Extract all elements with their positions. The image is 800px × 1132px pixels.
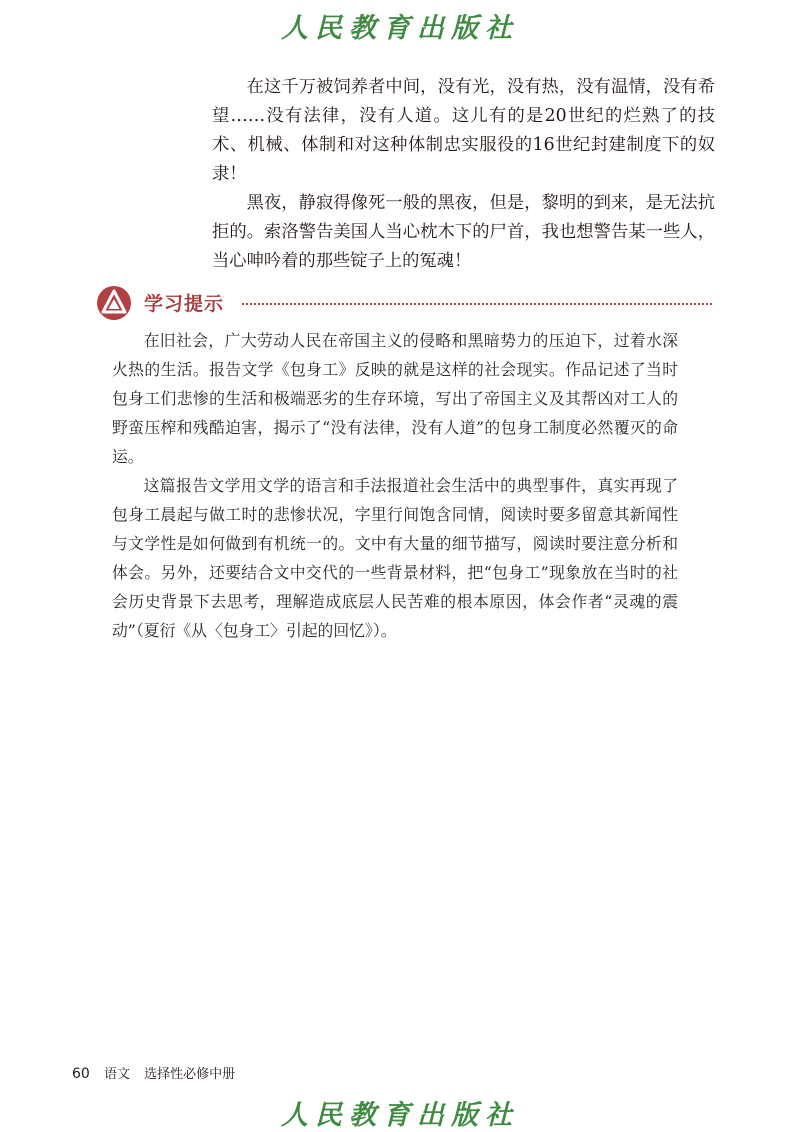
publisher-logo-bottom: 人民教育出版社 [281,1100,519,1131]
dotted-divider [242,303,712,305]
triangle-emblem-icon [96,285,132,321]
study-tips-header [96,285,712,321]
footer-book: 选择性必修中册 [144,1067,236,1082]
publisher-logo-top: 人民教育出版社 [281,13,519,44]
study-tips-text [112,326,678,645]
study-tips-title: 学习提示 [144,293,225,315]
main-paragraph: 黑夜，静寂得像死一般的黑夜，但是，黎明的到来，是无法抗拒的。索洛警告美国人当心枕木下的尸首，我也想警告某一些人，当心呻吟着的那些锭子上的冤魂！ [212,193,715,271]
tips-paragraph: 这篇报告文学用文学的语言和手法报道社会生活中的典型事件，真实再现了包身工晨起与做工时的悲惨状况，字里行间饱含同情，阅读时要多留意其新闻性与文学性是如何做到有机统一的。文中有大量的细节描写，阅读时要注意分析和体会。另外，还要结合文中交代的一些背景材料，把“包身工”现象放在当时的社会历史背景下去思考，理解造成底层人民苦难的根本原因，体会作者“灵魂的震动”（夏衍《从〈包身工〉引起的回忆》）。 [112,476,678,640]
page-number: 60 [72,1066,90,1082]
footer-subject: 语文 [103,1067,130,1082]
main-paragraph: 在这千万被饲养者中间，没有光，没有热，没有温情，没有希望……没有法律，没有人道。这儿有的是20世纪的烂熟了的技术、机械、体制和对这种体制忠实服役的16世纪封建制度下的奴隶！ [212,77,715,184]
main-text [212,73,715,276]
page-footer [72,1063,235,1082]
tips-paragraph: 在旧社会，广大劳动人民在帝国主义的侵略和黑暗势力的压迫下，过着水深火热的生活。报告文学《包身工》反映的就是这样的社会现实。作品记述了当时包身工们悲惨的生活和极端恶劣的生存环境，写出了帝国主义及其帮凶对工人的野蛮压榨和残酷迫害，揭示了“没有法律，没有人道”的包身工制度必然覆灭的命运。 [112,331,678,466]
